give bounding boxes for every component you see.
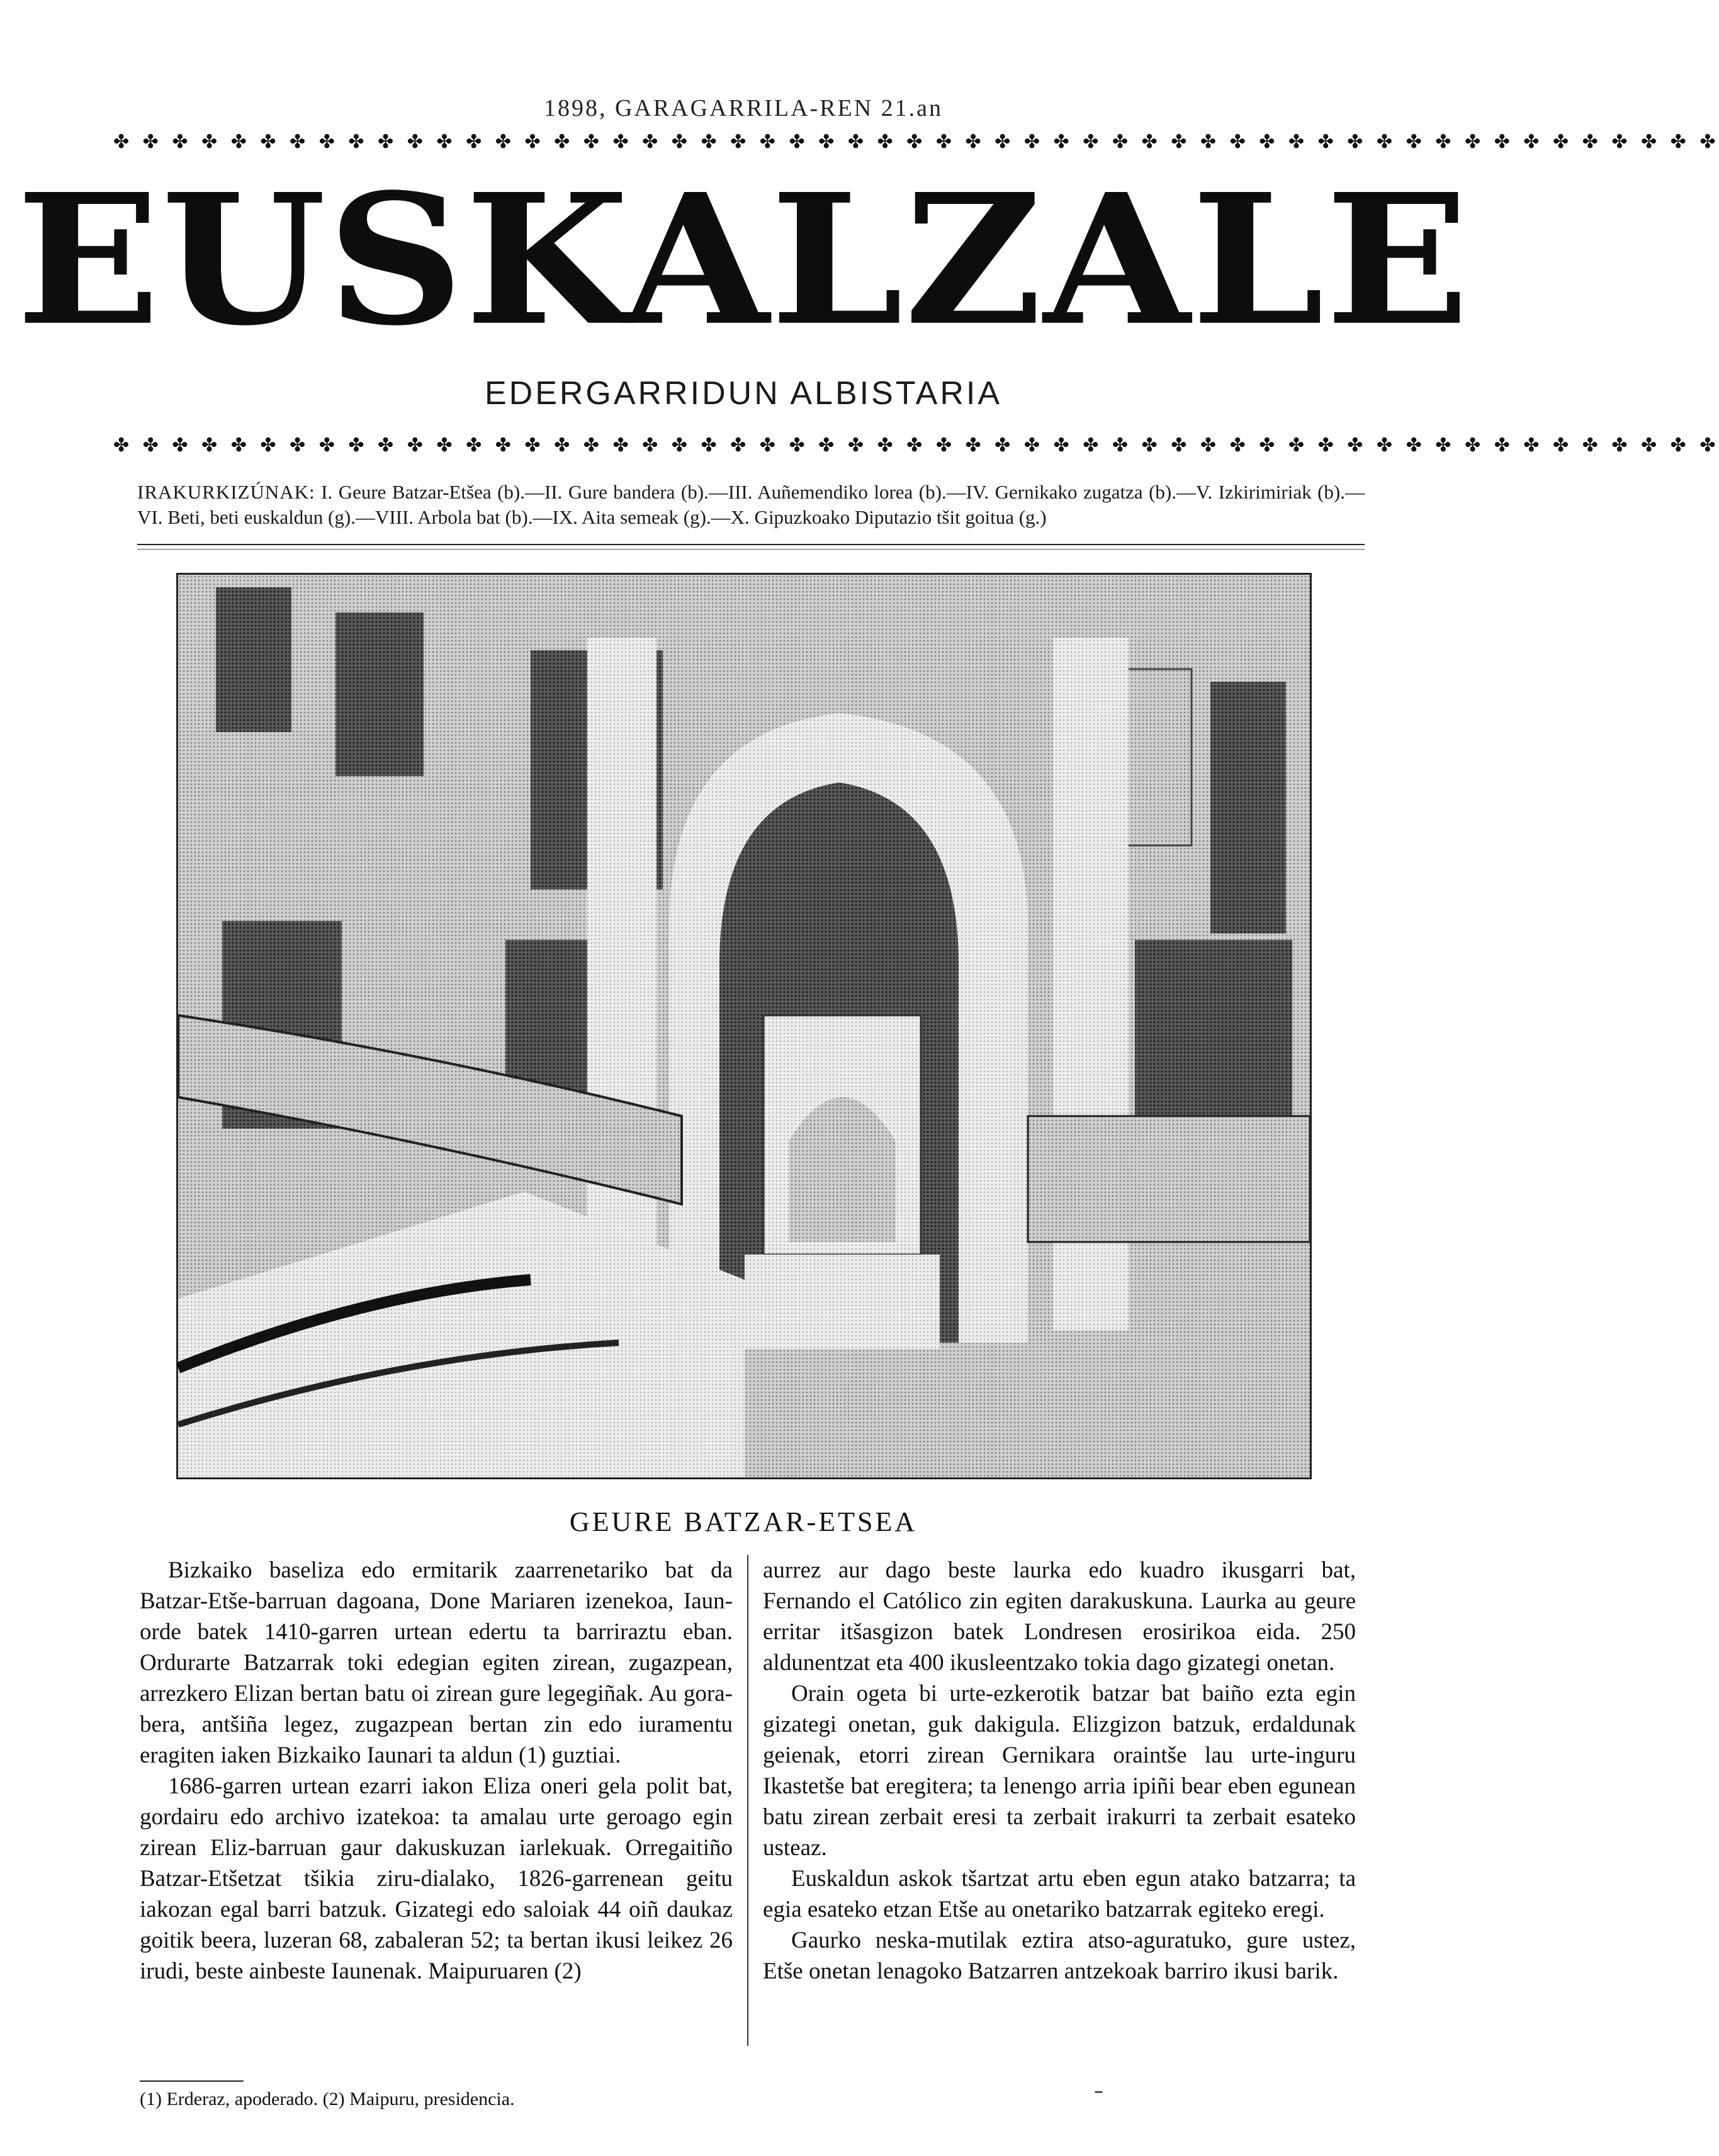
photo-chapel-interior [176, 573, 1312, 1479]
masthead-title: EUSKALZALE [16, 154, 1471, 366]
ornamental-border-middle: ✤ ✤ ✤ ✤ ✤ ✤ ✤ ✤ ✤ ✤ ✤ ✤ ✤ ✤ ✤ ✤ ✤ ✤ ✤ ✤ ✤ ✤ ✤ ✤ ✤ ✤ ✤ ✤ ✤ ✤ ✤ ✤ ✤ ✤ ✤ ✤ ✤ ✤ ✤ ✤ ✤ ✤ ✤ ✤ ✤ ✤ ✤ ✤ ✤ ✤ ✤ ✤ ✤ ✤ ✤ [113, 434, 1719, 456]
masthead-subtitle: EDERGARRIDUN ALBISTARIA [484, 375, 1003, 412]
paragraph: aurrez aur dago beste laurka edo kuadro ikusgarri bat, Fernando el Católico zin egiten darakuskuna. Laurka au geure erritar itšasgizon batek Londresen erosirikoa eida. 250 aldunentzat eta 400 ikusleentzako tokia dago gizategi onetan. [763, 1557, 1356, 1676]
contents-label: IRAKURKIZÚNAK: [137, 481, 315, 503]
table-of-contents [137, 480, 1365, 530]
paragraph: Gaurko neska-mutilak eztira atso-aguratuko, gure ustez, Etše onetan lenagoko Batzarren antzekoak barriro ikusi barik. [763, 1927, 1356, 1984]
divider-rule-thin [137, 549, 1365, 550]
column-divider [747, 1555, 748, 2046]
end-mark: – [1094, 2080, 1103, 2102]
paragraph: Euskaldun askok tšartzat artu eben egun atako batzarra; ta egia esateko etzan Etše au onetariko batzarrak egiteko eregi. [763, 1866, 1356, 1922]
footnote-rule [140, 2080, 244, 2082]
divider-rule [137, 544, 1365, 545]
article-title: GEURE BATZAR-ETSEA [569, 1506, 918, 1537]
dateline: 1898, GARAGARRILA-REN 21.an [543, 95, 944, 121]
footnote: (1) Erderaz, apoderado. (2) Maipuru, presidencia. [140, 2089, 515, 2109]
ornamental-border-top: ✤ ✤ ✤ ✤ ✤ ✤ ✤ ✤ ✤ ✤ ✤ ✤ ✤ ✤ ✤ ✤ ✤ ✤ ✤ ✤ ✤ ✤ ✤ ✤ ✤ ✤ ✤ ✤ ✤ ✤ ✤ ✤ ✤ ✤ ✤ ✤ ✤ ✤ ✤ ✤ ✤ ✤ ✤ ✤ ✤ ✤ ✤ ✤ ✤ ✤ ✤ ✤ ✤ ✤ ✤ [113, 131, 1719, 153]
contents-text: I. Geure Batzar-Etšea (b).—II. Gure bandera (b).—III. Auñemendiko lorea (b).—IV. Gernikako zugatza (b).—V. Izkirimiriak (b).—VI. Beti, beti euskaldun (g).—VIII. Arbola bat (b).—IX. Aita semeak (g).—X. Gipuzkoako Diputazio tšit goitua (g.) [137, 481, 1365, 528]
paragraph: Bizkaiko baseliza edo ermitarik zaarrenetariko bat da Batzar-Etše-barruan dagoana, Done Mariaren izenekoa, Iaun-orde batek 1410-garren urtean edertu ta barriraztu eban. Ordurarte Batzarrak toki edegian egiten zirean, zugazpean, arrezkero Elizan bertan batu oi zirean gure legegiñak. Au gora-bera, antšiña legez, zugazpean bertan zin edo iuramentu eragiten iaken Bizkaiko Iaunari ta aldun (1) guztiai. [140, 1557, 733, 1768]
paragraph: Orain ogeta bi urte-ezkerotik batzar bat baiño ezta egin gizategi onetan, guk dakigula. Elizgizon batzuk, erdaldunak geienak, etorri zirean Gernikara oraintše lau urte-inguru Ikastetše bat eregitera; ta lenengo arria ipiñi bear eben egunean batu zirean zerbait eresi ta zerbait irakurri ta zerbait esateko usteaz. [763, 1681, 1356, 1861]
article-column-left [140, 1555, 733, 1987]
paragraph: 1686-garren urtean ezarri iakon Eliza oneri gela polit bat, gordairu edo archivo izatekoa: ta amalau urte geroago egin zirean Eliz-barruan gaur dakuskuzan iarlekuak. Orregaitiño Batzar-Etšetzat tšikia ziru-dialako, 1826-garrenean geitu iakozan egal barri batzuk. Gizategi edo saloiak 44 oiñ daukaz goitik beera, luzeran 68, zabaleran 52; ta bertan ikusi leikez 26 irudi, beste ainbeste Iaunenak. Maipuruaren (2) [140, 1773, 733, 1984]
article-column-right [763, 1555, 1356, 1987]
